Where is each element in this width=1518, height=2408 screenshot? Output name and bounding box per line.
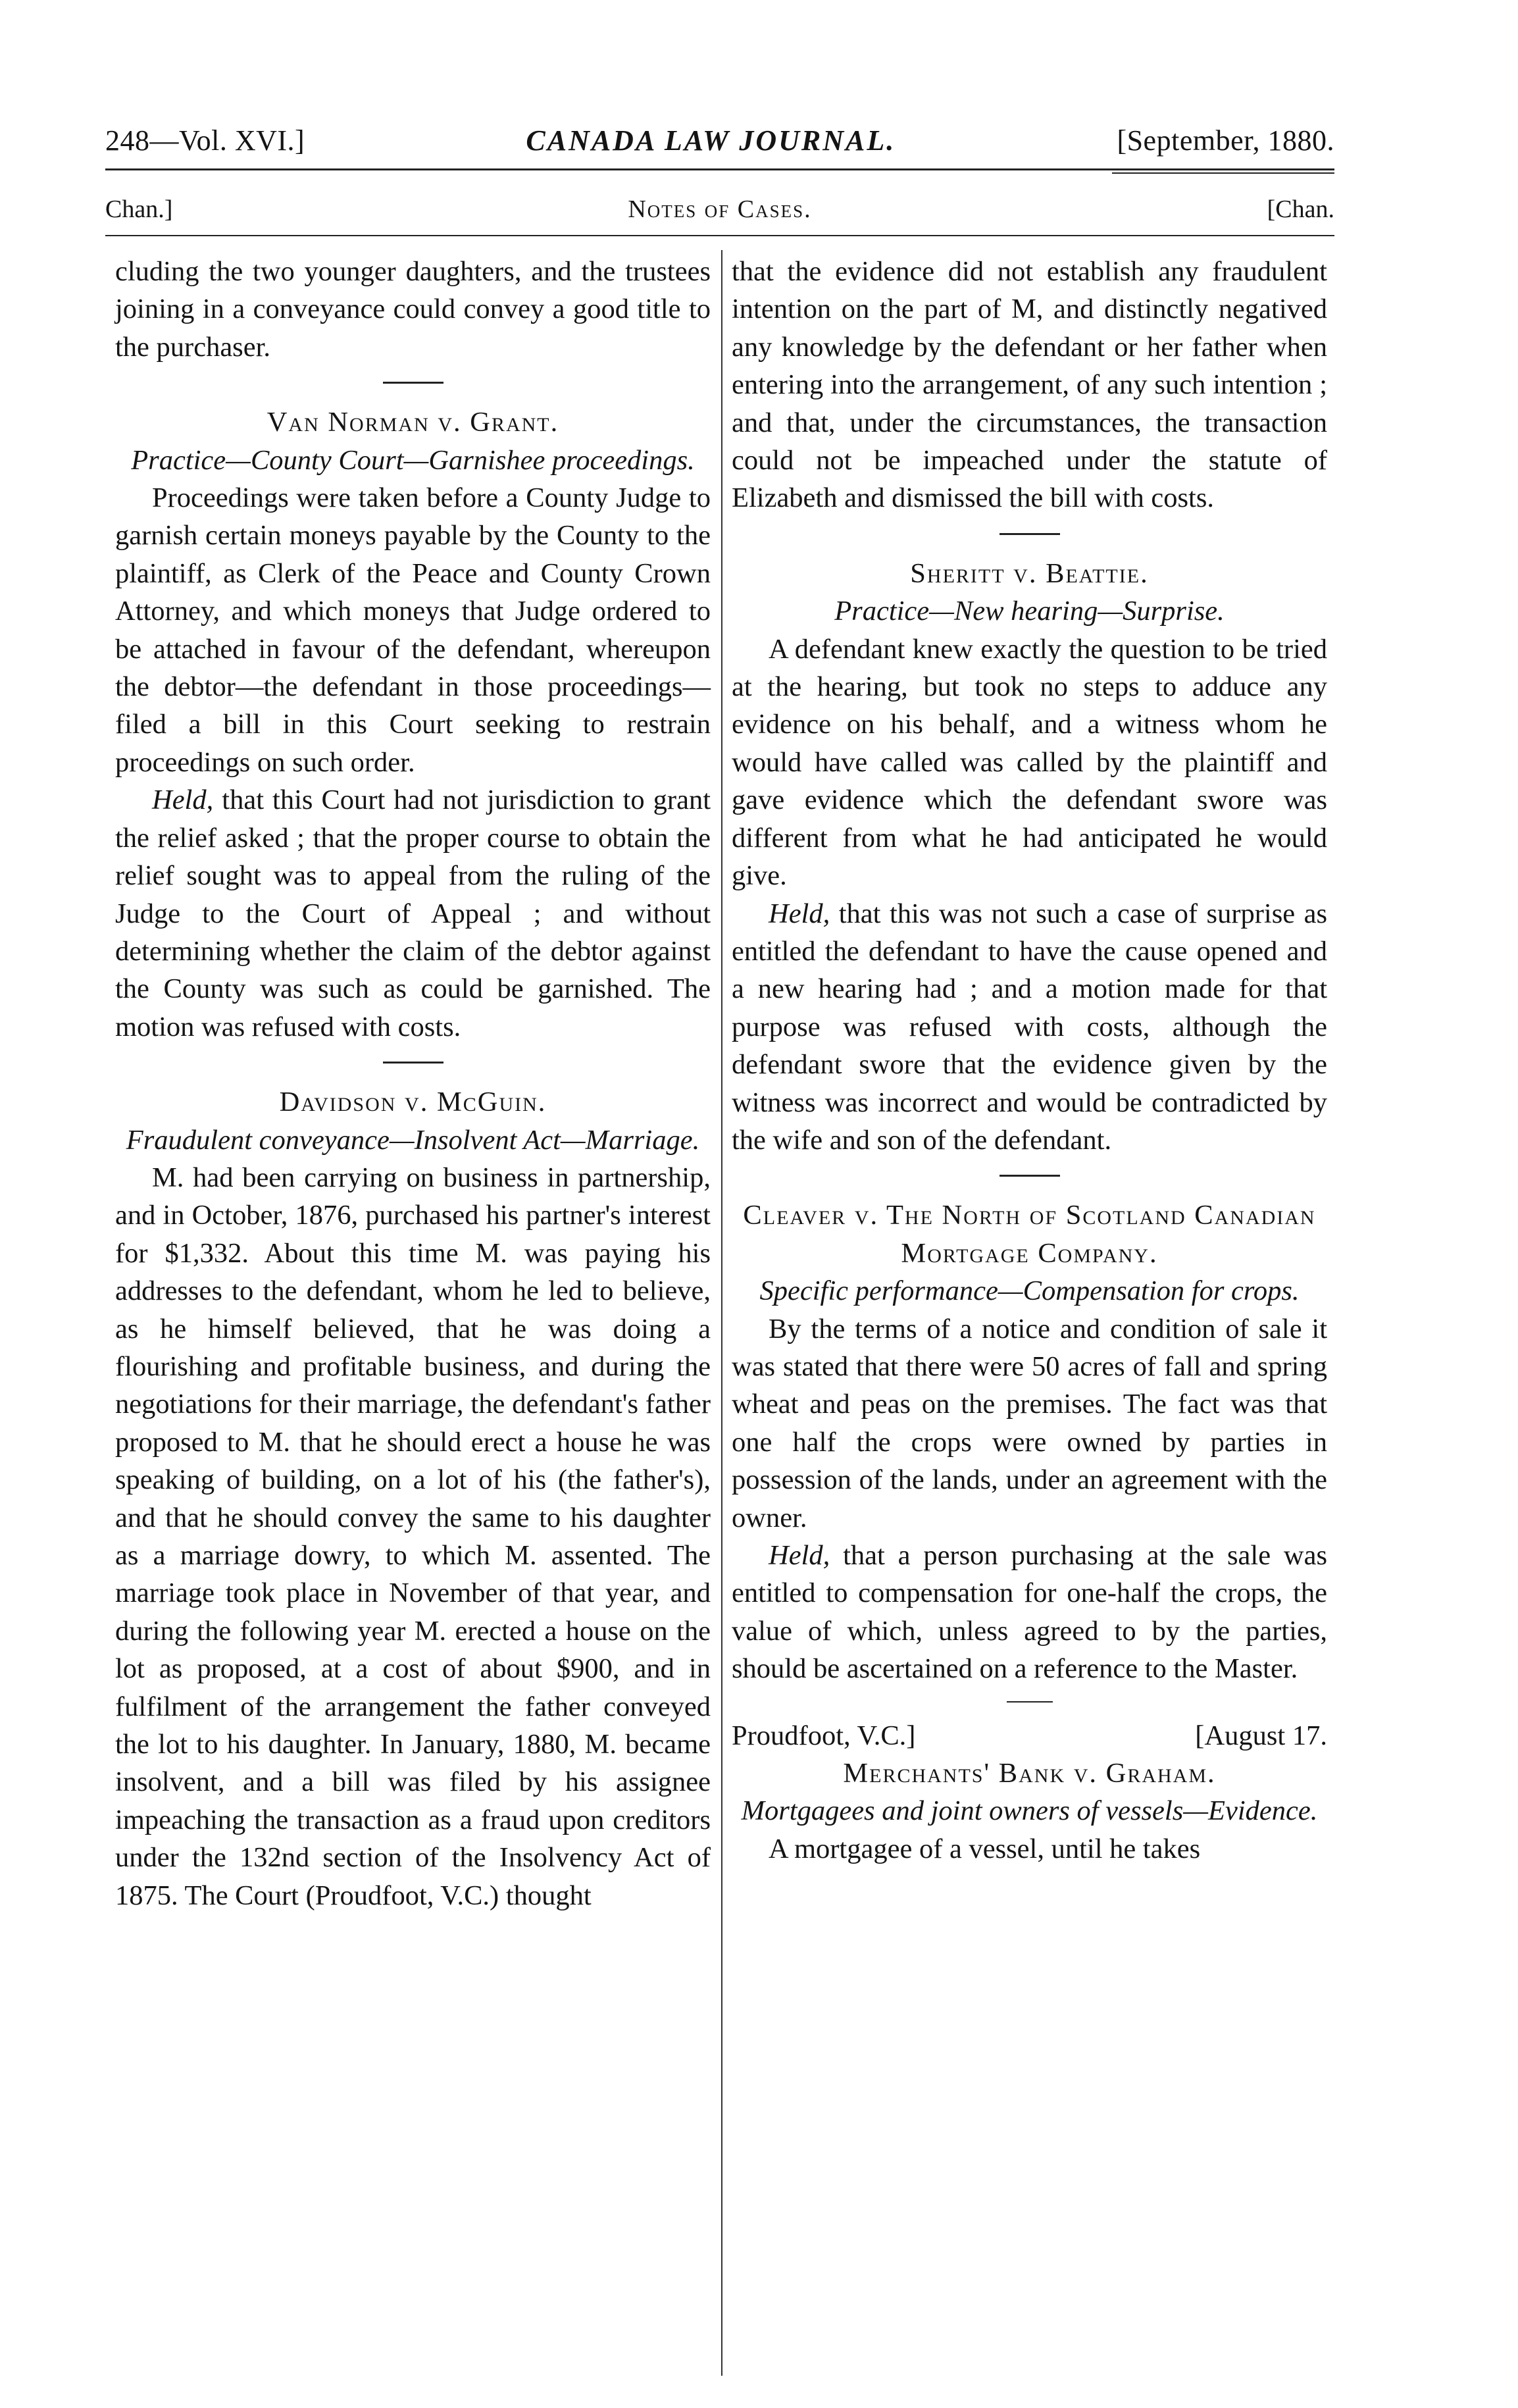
holding-text: that this Court had not jurisdiction to grant the relief asked ; that the proper course to obtain the relief sought was to appeal from the ruling of the Judge to the Court of Appeal ; and without determining whether the claim of the debtor against the County was such as could be garnished. The motion was refused with costs. (115, 784, 711, 1042)
held-word: Held, (152, 784, 214, 816)
case-paragraph: By the terms of a notice and condition of sale it was stated that there were 50 acres of fall and spring wheat and peas on the premises. The fact was that one half the crops were owned by parties in possession of the lands, under an agreement with the owner. (732, 1313, 1327, 1533)
case-title: Merchants' Bank v. Graham. (843, 1758, 1216, 1789)
judge-name: Proudfoot, V.C.] (732, 1720, 916, 1751)
case-holding (732, 895, 1327, 1160)
section-rule (105, 235, 1334, 236)
continuation-text: cluding the two younger daughters, and the trustees joining in a conveyance could convey a good title to the purchaser. (115, 256, 711, 363)
running-head (105, 124, 1334, 157)
case-title: Davidson v. McGuin. (279, 1087, 547, 1118)
issue-date: [September, 1880. (1117, 124, 1334, 157)
section-left: Chan.] (105, 195, 173, 223)
page-volume: 248—Vol. XVI.] (105, 124, 305, 157)
left-column (115, 253, 711, 1914)
right-column (732, 253, 1327, 1868)
case-separator (999, 1175, 1060, 1177)
header-rule (105, 168, 1334, 170)
case-separator (383, 382, 443, 384)
case-title: Sheritt v. Beattie. (910, 557, 1149, 589)
case-separator (383, 1062, 443, 1063)
case-subtitle: Fraudulent conveyance—Insolvent Act—Marriage. (126, 1124, 700, 1156)
case-paragraph: A mortgagee of a vessel, until he takes (769, 1833, 1201, 1864)
case-title: Cleaver v. The North of Scotland Canadian Mortgage Company. (743, 1200, 1316, 1269)
case-separator (999, 533, 1060, 535)
case-subtitle: Practice—New hearing—Surprise. (834, 596, 1225, 627)
case-holding (115, 781, 711, 1046)
held-word: Held, (769, 898, 830, 929)
holding-text: that this was not such a case of surprise as entitled the defendant to have the cause opened and a new hearing had ; and a motion made for that purpose was refused with costs, although the defendant swore that the evidence given by the witness was incorrect and would be contradicted by the wife and son of the defendant. (732, 898, 1327, 1156)
case-separator (1007, 1701, 1053, 1703)
court-line (732, 1717, 1327, 1755)
section-title: Notes of Cases. (628, 195, 812, 223)
continuation-text: that the evidence did not establish any fraudulent intention on the part of M, and distinctly negatived any knowledge by the defendant or her father when entering into the arrangement, of any such intention ; and that, under the circumstances, the transaction could not be impeached under the statute of Elizabeth and dismissed the bill with costs. (732, 256, 1327, 514)
column-divider (721, 250, 722, 2376)
case-paragraph: M. had been carrying on business in partnership, and in October, 1876, purchased his partner's interest for $1,332. About this time M. was paying his addresses to the defendant, whom he led to believe, as he himself believed, that he was doing a flourishing and profitable business, and during the negotiations for their marriage, the defendant's father proposed to M. that he should erect a house he was speaking of building, on a lot of his (the father's), and that he should convey the same to his daughter as a marriage dowry, to which M. assented. The marriage took place in November of that year, and during the following year M. erected a house on the lot as proposed, at a cost of about $900, and in fulfilment of the arrangement the father conveyed the lot to his daughter. In January, 1880, M. became insolvent, and a bill was filed by his assignee impeaching the transaction as a fraud upon creditors under the 132nd section of the Insolvency Act of 1875. The Court (Proudfoot, V.C.) thought (115, 1162, 711, 1911)
decision-date: [August 17. (1195, 1720, 1327, 1751)
case-holding (732, 1537, 1327, 1688)
case-subtitle: Specific performance—Compensation for crops. (759, 1275, 1300, 1307)
header-rule-secondary (1112, 172, 1334, 174)
section-right: [Chan. (1267, 195, 1334, 223)
section-head (105, 195, 1334, 224)
held-word: Held, (769, 1540, 830, 1571)
holding-text: that a person purchasing at the sale was entitled to compensation for one-half the crops, the value of which, unless agreed to by the parties, should be ascertained on a reference to the Master. (732, 1540, 1327, 1685)
case-subtitle: Mortgagees and joint owners of vessels—Evidence. (741, 1795, 1318, 1827)
journal-title: CANADA LAW JOURNAL. (526, 124, 896, 157)
case-subtitle: Practice—County Court—Garnishee proceedings. (131, 444, 695, 476)
case-paragraph: Proceedings were taken before a County Judge to garnish certain moneys payable by the County to the plaintiff, as Clerk of the Peace and County Crown Attorney, and which moneys that Judge ordered to be attached in favour of the defendant, whereupon the debtor—the defendant in those proceedings—filed a bill in this Court seeking to restrain proceedings on such order. (115, 482, 711, 778)
case-title: Van Norman v. Grant. (266, 407, 559, 438)
case-paragraph: A defendant knew exactly the question to be tried at the hearing, but took no steps to adduce any evidence on his behalf, and a witness whom he would have called was called by the plaintiff and gave evidence which the defendant swore was different from what he had anticipated he would give. (732, 633, 1327, 892)
